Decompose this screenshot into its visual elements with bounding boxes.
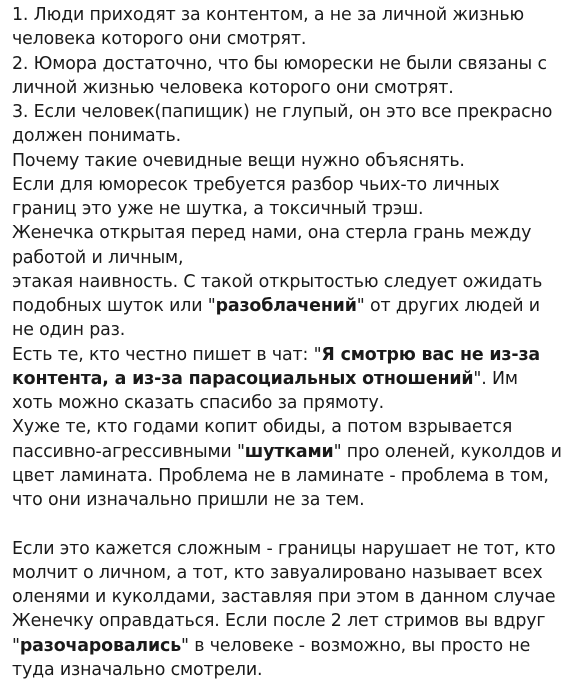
text-span: " про оленей, куколдов и цвет ламината. Проблема не в ламинате - проблема в том, что они изначально пришли не за тем.: [12, 442, 562, 511]
text-span: Если это кажется сложным - границы нарушает не тот, кто молчит о личном, а тот, кто завуалировано называет всех оленями и куколдами, заставляя при этом в данном случае Женечку оправдаться. Если после 2 лет стримов вы вдруг ": [12, 539, 556, 656]
bold-text: Я смотрю вас не из-за контента, а из-за парасоциальных отношений: [12, 345, 540, 389]
blank-line: [12, 512, 563, 536]
text-span: " в человеке - возможно, вы просто не туда изначально смотрели.: [12, 636, 530, 680]
bold-text: разочаровались: [20, 636, 181, 656]
paragraph: [12, 537, 563, 682]
paragraph: [12, 221, 563, 270]
paragraph: [12, 100, 563, 149]
paragraph: [12, 52, 563, 101]
text-span: 1. Люди приходят за контентом, а не за личной жизнью человека которого они смотрят.: [12, 5, 524, 49]
text-span: ". Им хоть можно сказать спасибо за прямоту.: [12, 369, 518, 413]
paragraph: [12, 270, 563, 343]
text-span: Женечка открытая перед нами, она стерла грань между работой и личным,: [12, 223, 531, 267]
bold-text: разоблачений: [216, 296, 357, 316]
text-span: Есть те, кто честно пишет в чат: ": [12, 345, 321, 365]
text-span: Почему такие очевидные вещи нужно объяснять.: [12, 151, 465, 171]
paragraph: [12, 343, 563, 416]
paragraph: [12, 173, 563, 222]
text-span: этакая наивность. С такой открытостью следует ожидать подобных шуток или ": [12, 272, 542, 316]
text-span: 2. Юмора достаточно, что бы юморески не были связаны с личной жизнью человека которого они смотрят.: [12, 54, 547, 98]
text-span: Хуже те, кто годами копит обиды, а потом взрывается пассивно-агрессивными ": [12, 417, 512, 461]
text-span: 3. Если человек(папищик) не глупый, он это все прекрасно должен понимать.: [12, 102, 552, 146]
paragraph: [12, 3, 563, 52]
paragraph: [12, 415, 563, 512]
text-span: Если для юморесок требуется разбор чьих-то личных границ это уже не шутка, а токсичный трэш.: [12, 175, 500, 219]
paragraph: [12, 149, 563, 173]
text-span: " от других людей и не один раз.: [12, 296, 540, 340]
bold-text: шутками: [245, 442, 334, 462]
